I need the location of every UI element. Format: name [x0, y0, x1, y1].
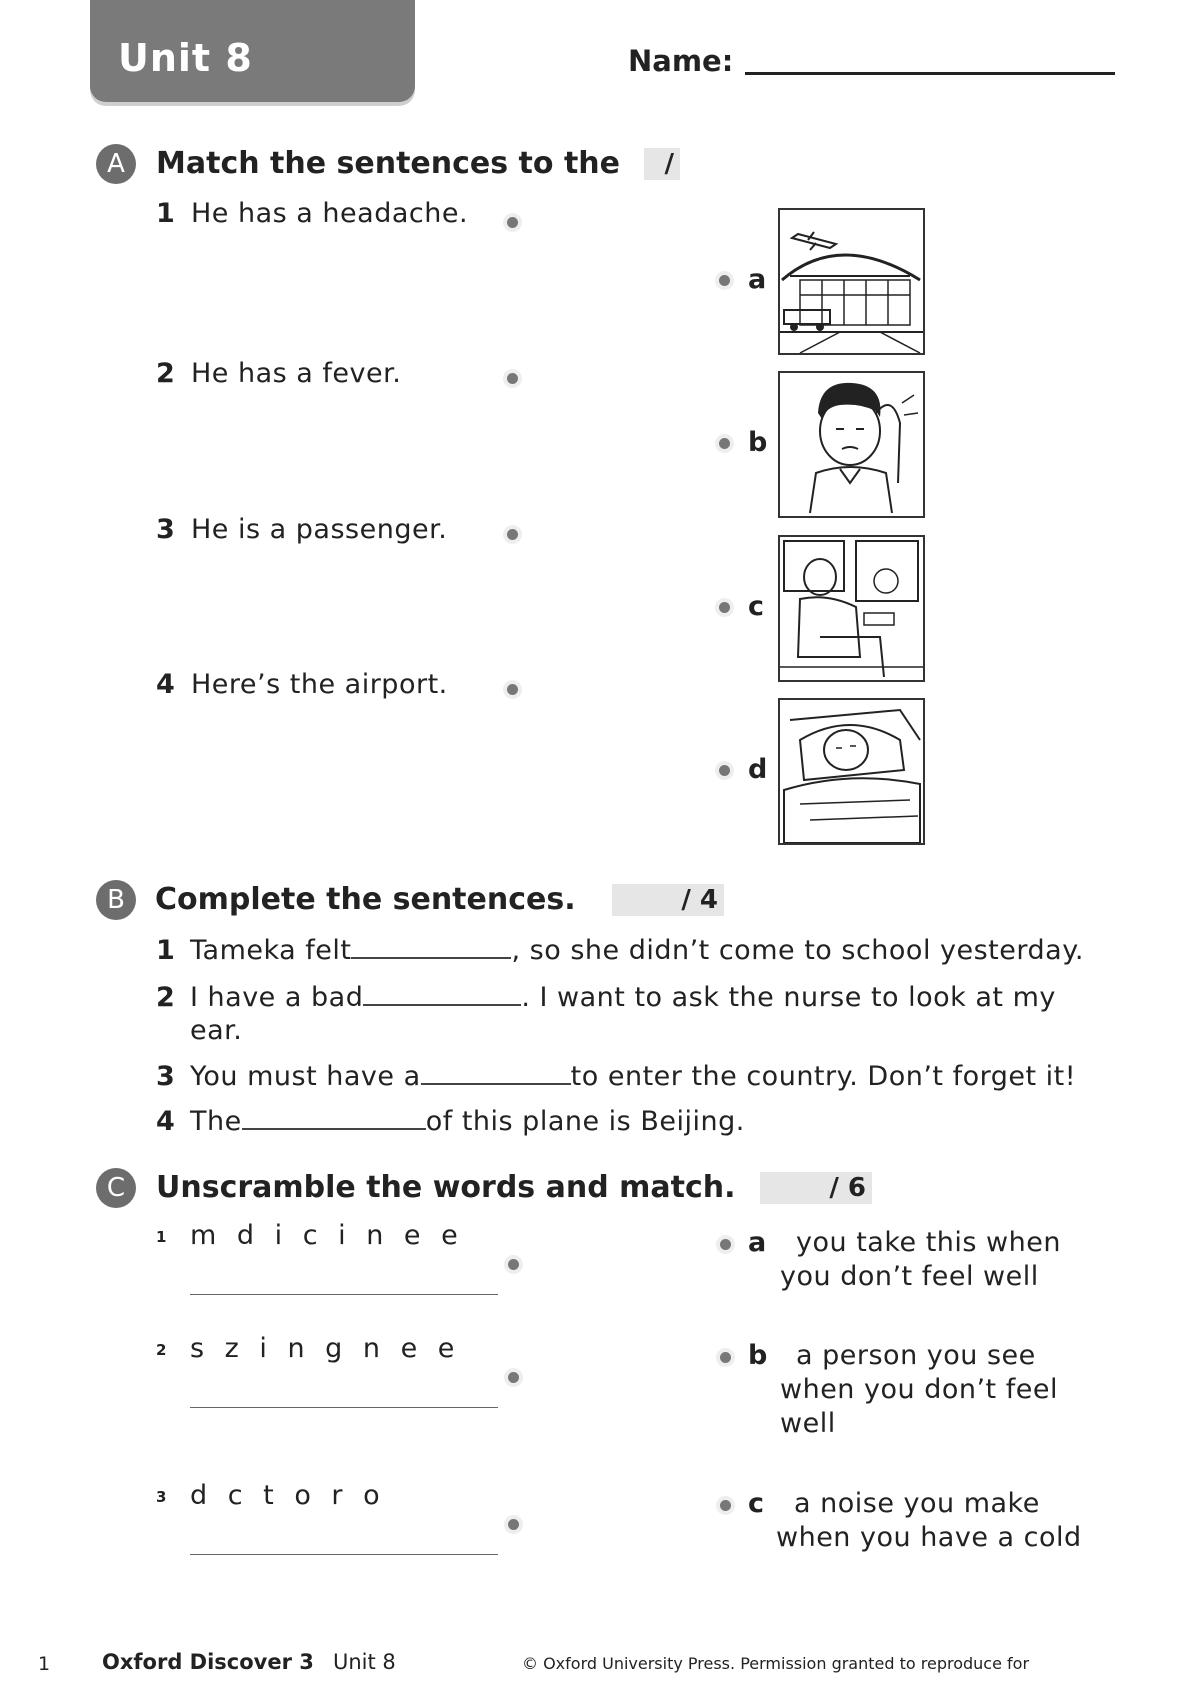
b-item-4-blank[interactable]	[242, 1106, 426, 1130]
b-item-3-before: You must have a	[190, 1061, 421, 1092]
section-b-title: Complete the sentences.	[155, 882, 576, 917]
b-item-3-after: to enter the country. Don’t forget it!	[570, 1061, 1077, 1092]
a-item-3-dot[interactable]	[507, 529, 518, 540]
c-item-3-scrambled: d c t o r o	[190, 1480, 386, 1511]
c-item-2-num: 2	[156, 1341, 167, 1359]
b-item-1-after: , so she didn’t come to school yesterday.	[511, 935, 1084, 966]
c-item-1-num: 1	[156, 1228, 167, 1246]
a-item-3-num: 3	[156, 514, 175, 545]
section-b-score: / 4	[612, 884, 724, 916]
b-item-3-num: 3	[156, 1061, 175, 1092]
def-a-line1: you take this when	[796, 1227, 1061, 1258]
a-item-2-text: He has a fever.	[191, 358, 402, 389]
c-item-3-answer-line[interactable]	[190, 1554, 498, 1555]
a-item-4-num: 4	[156, 669, 175, 700]
b-item-1-before: Tameka felt	[190, 935, 352, 966]
c-item-3-dot[interactable]	[508, 1519, 519, 1530]
boy-headache-icon	[778, 371, 925, 518]
section-c-score: / 6	[760, 1172, 872, 1204]
a-item-3-text: He is a passenger.	[191, 514, 448, 545]
pic-a-letter: a	[748, 264, 767, 295]
pic-c-dot[interactable]	[719, 602, 730, 613]
def-b-letter: b	[748, 1340, 768, 1371]
def-a-letter: a	[748, 1227, 767, 1258]
pic-d-dot[interactable]	[719, 765, 730, 776]
c-item-2-dot[interactable]	[508, 1372, 519, 1383]
pic-a-dot[interactable]	[719, 275, 730, 286]
footer-unit: Unit 8	[333, 1650, 396, 1674]
def-a-line2: you don’t feel well	[780, 1261, 1039, 1292]
a-item-1-dot[interactable]	[507, 217, 518, 228]
a-item-4-text: Here’s the airport.	[191, 669, 448, 700]
def-c-letter: c	[748, 1488, 765, 1519]
name-label: Name:	[628, 44, 734, 78]
a-item-2-dot[interactable]	[507, 373, 518, 384]
def-c-dot[interactable]	[720, 1500, 731, 1511]
b-item-1-blank[interactable]	[351, 935, 511, 959]
b-item-2-before: I have a bad	[190, 982, 364, 1013]
passenger-icon	[778, 535, 925, 682]
airport-icon	[778, 208, 925, 355]
b-item-4	[190, 1106, 745, 1137]
b-item-2	[190, 982, 1056, 1013]
c-item-1-answer-line[interactable]	[190, 1294, 498, 1295]
pic-c-letter: c	[748, 591, 765, 622]
a-item-4-dot[interactable]	[507, 684, 518, 695]
def-b-line3: well	[780, 1408, 836, 1439]
b-item-1	[190, 935, 1084, 966]
c-item-1-scrambled: m d i c i n e e	[190, 1220, 464, 1251]
boy-in-bed-icon	[778, 698, 925, 845]
a-item-1-num: 1	[156, 198, 175, 229]
b-item-4-num: 4	[156, 1106, 175, 1137]
def-b-line1: a person you see	[796, 1340, 1036, 1371]
a-item-1-text: He has a headache.	[191, 198, 469, 229]
unit-title: Unit 8	[118, 36, 253, 80]
a-item-2-num: 2	[156, 358, 175, 389]
b-item-2-after: . I want to ask the nurse to look at my	[521, 982, 1056, 1013]
b-item-2-num: 2	[156, 982, 175, 1013]
c-item-2-scrambled: s z i n g n e e	[190, 1333, 461, 1364]
section-c-badge: C	[96, 1168, 136, 1208]
b-item-4-after: of this plane is Beijing.	[425, 1106, 745, 1137]
c-item-3-num: 3	[156, 1488, 167, 1506]
section-a-title: Match the sentences to the	[156, 146, 620, 181]
def-b-line2: when you don’t feel	[780, 1374, 1058, 1405]
b-item-3	[190, 1061, 1076, 1092]
section-c-title: Unscramble the words and match.	[156, 1170, 736, 1205]
section-b-badge: B	[96, 880, 136, 920]
pic-b-letter: b	[748, 427, 768, 458]
c-item-1-dot[interactable]	[508, 1259, 519, 1270]
def-c-line1: a noise you make	[794, 1488, 1040, 1519]
b-item-2-blank[interactable]	[363, 982, 521, 1006]
c-item-2-answer-line[interactable]	[190, 1407, 498, 1408]
section-a-badge: A	[96, 144, 136, 184]
b-item-2-line2: ear.	[190, 1015, 243, 1046]
def-c-line2: when you have a cold	[776, 1522, 1082, 1553]
def-a-dot[interactable]	[720, 1239, 731, 1250]
pic-d-letter: d	[748, 754, 768, 785]
b-item-3-blank[interactable]	[421, 1061, 571, 1085]
page-number: 1	[38, 1653, 51, 1675]
section-a-score: /	[644, 148, 680, 180]
pic-b-dot[interactable]	[719, 438, 730, 449]
footer-book: Oxford Discover 3	[102, 1650, 314, 1674]
b-item-1-num: 1	[156, 935, 175, 966]
def-b-dot[interactable]	[720, 1352, 731, 1363]
name-input-line[interactable]	[745, 72, 1115, 75]
b-item-4-before: The	[190, 1106, 242, 1137]
footer-copyright: © Oxford University Press. Permission granted to reproduce for	[522, 1654, 1030, 1673]
